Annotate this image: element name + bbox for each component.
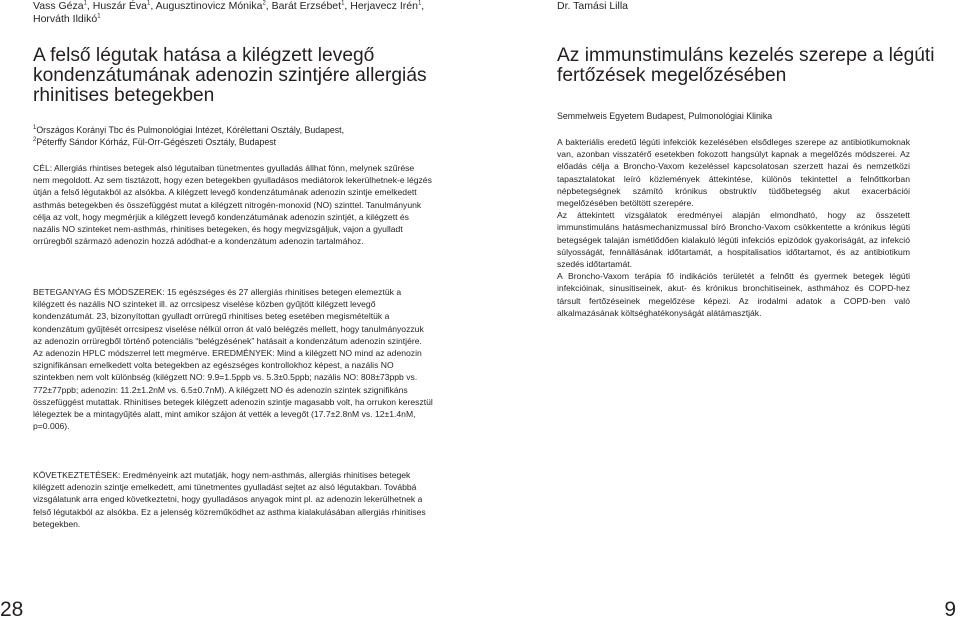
article-title: Az immunstimuláns kezelés szerepe a légúti fertőzések megelőzésében <box>557 45 935 86</box>
affiliation-marker: 2 <box>262 0 266 7</box>
conclusions-text: KÖVETKEZTETÉSEK: Eredményeink azt mutatják, hogy nem-asthmás, allergiás rhinitises betegek kilégzett adenozin szintje emelkedett, ami tünetmentes gyulladást sejtet az alsó légutakban. Továbbá vizsgálatunk arra enged következtetni, hogy gyulladásos anyagok mint pl. az adenozin lekerülhetnek a felső légutakból az alsókba. Ez a jelenség közreműködhet az asthma kialakulásában allergiás rhinitises betegekben. <box>33 470 426 529</box>
affiliation-marker: 1 <box>97 13 101 20</box>
article-title: A felső légutak hatása a kilégzett levegő kondenzátumának adenozin szintjére allergiás rhinitises betegekben <box>33 45 427 106</box>
paragraph-3: A Broncho-Vaxom terápia fő indikációs területét a felnőtt és gyermek betegek légúti infekcióinak, sinusitiseinek, akut- és krónikus bronchitiseinek, asthmához és COPD-hez társult fertőzéseinek megelőzése képezi. Az irodalmi adatok a COPD-ben való alkalmazásának költséghatékonyságát alátámasztják. <box>557 271 910 318</box>
affiliation-marker: 2 <box>33 137 37 144</box>
authors: Dr. Tamási Lilla <box>557 0 628 12</box>
affiliation-marker: 1 <box>417 0 422 7</box>
affiliation: Semmelweis Egyetem Budapest, Pulmonológiai Klinika <box>557 111 773 121</box>
affiliation-marker: 1 <box>147 0 151 7</box>
affiliation-marker: 1 <box>83 0 87 7</box>
author-name: , Herjavecz Irén <box>344 0 418 12</box>
author-separator: , <box>421 0 425 12</box>
page-number-right: 9 <box>944 598 956 621</box>
body-text <box>557 136 910 319</box>
affiliation-marker: 1 <box>341 0 345 7</box>
paragraph-2: Az áttekintett vizsgálatok eredményei alapján elmondható, hogy az összetett immunstimuláns hatásmechanizmussal bíró Broncho-Vaxom csökkentette a krónikus légúti betegségek talaján ismétlődően kialakuló légúti infekciós epizódok gyakoriságát, az infekció súlyosságát, fennállásának időtartamát, a hospitalisatios időtartamot, és az antibiotikum szedés időtartamát. <box>557 210 910 270</box>
author-name: , Augusztinovicz Mónika <box>150 0 263 12</box>
authors <box>33 0 453 26</box>
methods-results-paragraph <box>33 286 433 432</box>
aim-paragraph <box>33 162 433 247</box>
affiliation-1: Országos Korányi Tbc és Pulmonológiai Intézet, Kórélettani Osztály, Budapest, <box>36 125 345 135</box>
author-name: , Huszár Éva <box>86 0 148 12</box>
page-number-left: 28 <box>0 598 24 621</box>
methods-results-text: BETEGANYAG ÉS MÓDSZEREK: 15 egészséges és 27 allergiás rhinitises betegen elemeztük a kilégzett és nazális NO szinteket ill. az orrcsipesz viselése közben gyűjtött kilégzett levegő kondenzátumát. 23, bizonyítottan gyulladt orrüregű rhinitises beteg esetében megismételtük a kondenzátum gyűjtését orrcsipesz viselése nélkül orron át való belégzés mellett, hogy tanulmányozzuk az adenozin orrüregből történő potenciális “belégzésének” hatásait a kondenzátum adenozin szintjére. Az adenozin HPLC módszerrel lett megmérve. EREDMÉNYEK: Mind a kilégzett NO mind az adenozin szignifikánsan emelkedett volta betegekben az egészséges kontrollokhoz képest, a nazális NO szintekben nem volt különbség (kilégzett NO: 9.9=1.5ppb vs. 5.3±0.5ppb; nazális NO: 808±73ppb vs. 772±77ppb; adenozin: 11.2±1.2nM vs. 6.5±0.7nM). A kilégzett NO és adenozin szintek szignifikáns összefüggést mutattak. Rhinitises betegek kilégzett adenozin szintje magasabb volt, ha orrukon keresztül lélegeztek be a mintagyűjtés alatt, mint amikor szájon át vették a levegőt (17.7±2.8nM vs. 12±1.4nM, p=0.006). <box>33 287 433 432</box>
author-name: Vass Géza <box>33 0 84 12</box>
author-name: , Barát Erzsébet <box>265 0 342 12</box>
affiliation-marker: 1 <box>33 125 37 132</box>
conclusions-paragraph <box>33 469 433 530</box>
right-page <box>480 0 960 624</box>
affiliation-2: Péterffy Sándor Kórház, Fül-Orr-Gégészeti Osztály, Budapest <box>36 137 277 148</box>
paragraph-1: A bakteriális eredetű légúti infekciók kezelésében elsődleges szerepe az antibiotikumoknak van, azonban visszatérő esetekben fokozott hangsúlyt kapnak a megelőzés módszerei. Az előadás célja a Broncho-Vaxom kezeléssel kapcsolatosan szerzett hazai és nemzetközi tapasztalatokat leíró közlemények áttekintése, különös tekintettel a felnőttkorban népbetegségnek számító krónikus obstruktív tüdőbetegség akut exacerbációi megelőzésében betöltött szerepére. <box>557 137 910 209</box>
author-name: Horváth Ildikó <box>33 13 98 25</box>
aim-text: CÉL: Allergiás rhintises betegek alsó légutaiban tünetmentes gyulladás állhat fönn, melynek szűrése nem megoldott. Az sem tisztázott, hogy ezen betegekben gyulladásos mediátorok lekerülhetnek-e légzés útján a felső légutakból az alsókba. A kilégzett levegő kondenzátumának adenozin szintje emelkedett asthmás betegekben és összefüggést mutat a kilégzett nitrogén-monoxid (NO) szinttel. Tanulmányunk célja az volt, hogy megmérjük a kilégzett levegő kondenzátumának adenozin szintjét, a kilégzett és nazális NO szinteket nem-asthmás, rhinitises betegeken, és hogy megvizsgáljuk, vajon a gyulladt orrüregből származó adenozin hozzá adódhat-e a kondenzátum adenozin tartalmához. <box>33 163 432 247</box>
affiliations <box>33 124 453 149</box>
